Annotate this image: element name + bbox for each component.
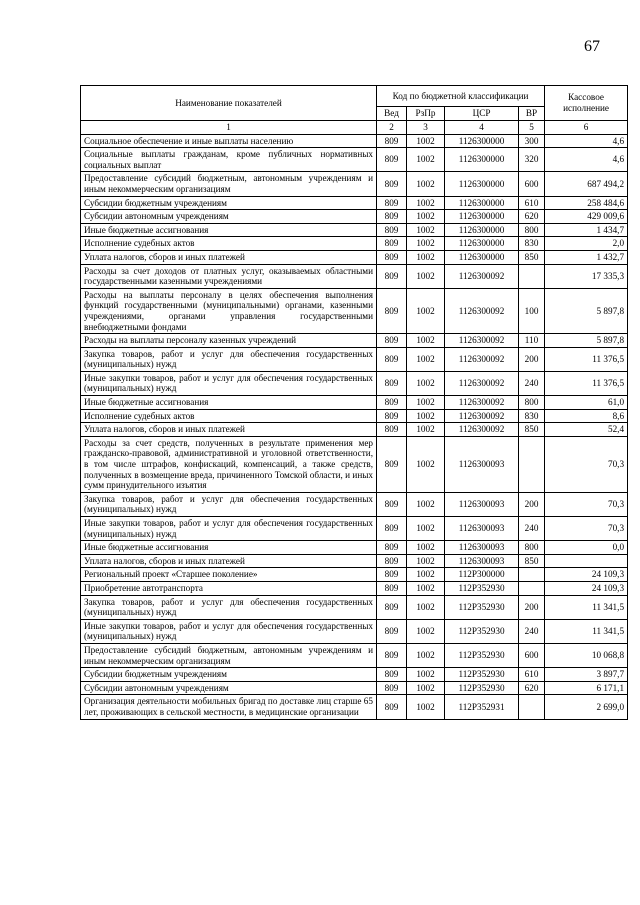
cell-vr: 800 [519,541,545,555]
cell-vr [519,695,545,719]
cell-csr: 1126300000 [445,250,519,264]
cell-vr: 850 [519,250,545,264]
cell-vr: 800 [519,396,545,410]
cell-rzpr: 1002 [407,492,445,516]
header-vr: ВР [519,107,545,121]
cell-rzpr: 1002 [407,347,445,371]
cell-csr: 112P352931 [445,695,519,719]
cell-rzpr: 1002 [407,396,445,410]
column-number: 1 [81,120,377,134]
cell-ved: 809 [377,436,407,492]
cell-vr [519,264,545,288]
cell-name: Региональный проект «Старшее поколение» [81,568,377,582]
cell-amount: 11 341,5 [545,619,628,643]
cell-csr: 112P352930 [445,619,519,643]
cell-csr: 1126300092 [445,334,519,348]
cell-csr: 112P352930 [445,643,519,667]
cell-rzpr: 1002 [407,334,445,348]
cell-ved: 809 [377,210,407,224]
cell-vr: 800 [519,223,545,237]
table-row [81,396,628,410]
cell-name: Иные закупки товаров, работ и услуг для обеспечения государственных (муниципальных) нужд [81,371,377,395]
table-row [81,334,628,348]
cell-name: Иные бюджетные ассигнования [81,223,377,237]
cell-name: Уплата налогов, сборов и иных платежей [81,423,377,437]
cell-rzpr: 1002 [407,371,445,395]
cell-vr: 200 [519,595,545,619]
cell-csr: 112P352930 [445,581,519,595]
cell-ved: 809 [377,681,407,695]
cell-ved: 809 [377,250,407,264]
cell-rzpr: 1002 [407,436,445,492]
page-number: 67 [584,38,600,55]
cell-rzpr: 1002 [407,250,445,264]
cell-ved: 809 [377,196,407,210]
cell-amount: 429 009,6 [545,210,628,224]
cell-csr: 1126300092 [445,396,519,410]
table-row [81,223,628,237]
cell-amount: 1 432,7 [545,250,628,264]
cell-vr: 830 [519,409,545,423]
cell-csr: 1126300000 [445,172,519,196]
cell-csr: 1126300000 [445,237,519,251]
cell-name: Иные бюджетные ассигнования [81,396,377,410]
cell-ved: 809 [377,517,407,541]
cell-ved: 809 [377,423,407,437]
cell-ved: 809 [377,396,407,410]
header-amount: Кассовое исполнение [545,86,628,121]
cell-vr: 200 [519,492,545,516]
cell-name: Иные бюджетные ассигнования [81,541,377,555]
table-row [81,695,628,719]
table-row [81,436,628,492]
table-row [81,237,628,251]
table-row [81,409,628,423]
cell-ved: 809 [377,581,407,595]
cell-amount: 11 376,5 [545,371,628,395]
cell-vr: 240 [519,517,545,541]
cell-name: Расходы на выплаты персоналу казенных учреждений [81,334,377,348]
cell-rzpr: 1002 [407,619,445,643]
cell-name: Закупка товаров, работ и услуг для обеспечения государственных (муниципальных) нужд [81,347,377,371]
cell-name: Расходы на выплаты персоналу в целях обеспечения выполнения функций государственными (муниципальными) органами, казенными учреждениями, органами управления государственными внебюджетными фондами [81,288,377,333]
cell-vr: 850 [519,554,545,568]
cell-rzpr: 1002 [407,134,445,148]
table-row [81,423,628,437]
cell-csr: 1126300093 [445,554,519,568]
cell-ved: 809 [377,595,407,619]
cell-csr: 1126300092 [445,264,519,288]
cell-name: Субсидии бюджетным учреждениям [81,668,377,682]
cell-ved: 809 [377,568,407,582]
table-row [81,148,628,172]
table-row [81,541,628,555]
cell-amount: 2 699,0 [545,695,628,719]
cell-rzpr: 1002 [407,554,445,568]
table-row [81,210,628,224]
cell-rzpr: 1002 [407,210,445,224]
cell-rzpr: 1002 [407,172,445,196]
cell-amount: 10 068,8 [545,643,628,667]
table-row [81,288,628,333]
cell-rzpr: 1002 [407,595,445,619]
cell-name: Закупка товаров, работ и услуг для обеспечения государственных (муниципальных) нужд [81,595,377,619]
table-row [81,196,628,210]
cell-ved: 809 [377,695,407,719]
cell-ved: 809 [377,288,407,333]
cell-amount [545,554,628,568]
cell-name: Расходы за счет доходов от платных услуг, оказываемых областными государственными казенными учреждениями [81,264,377,288]
cell-amount: 24 109,3 [545,568,628,582]
cell-rzpr: 1002 [407,423,445,437]
cell-name: Субсидии бюджетным учреждениям [81,196,377,210]
cell-ved: 809 [377,334,407,348]
cell-vr: 240 [519,371,545,395]
cell-csr: 1126300000 [445,196,519,210]
cell-rzpr: 1002 [407,681,445,695]
cell-name: Предоставление субсидий бюджетным, автономным учреждениям и иным некоммерческим организациям [81,172,377,196]
header-ved: Вед [377,107,407,121]
cell-ved: 809 [377,237,407,251]
header-rzpr: РзПр [407,107,445,121]
table-row [81,681,628,695]
cell-name: Иные закупки товаров, работ и услуг для обеспечения государственных (муниципальных) нужд [81,619,377,643]
cell-csr: 1126300092 [445,288,519,333]
table-row [81,581,628,595]
cell-amount: 1 434,7 [545,223,628,237]
cell-amount: 70,3 [545,436,628,492]
cell-amount: 8,6 [545,409,628,423]
cell-name: Уплата налогов, сборов и иных платежей [81,250,377,264]
table-row [81,668,628,682]
cell-name: Закупка товаров, работ и услуг для обеспечения государственных (муниципальных) нужд [81,492,377,516]
cell-vr: 610 [519,668,545,682]
cell-vr: 600 [519,172,545,196]
cell-csr: 112P300000 [445,568,519,582]
cell-rzpr: 1002 [407,568,445,582]
cell-name: Предоставление субсидий бюджетным, автономным учреждениям и иным некоммерческим организациям [81,643,377,667]
cell-csr: 1126300000 [445,223,519,237]
cell-rzpr: 1002 [407,541,445,555]
cell-csr: 1126300092 [445,423,519,437]
cell-ved: 809 [377,134,407,148]
table-row [81,568,628,582]
cell-name: Организация деятельности мобильных бригад по доставке лиц старше 65 лет, проживающих в сельской местности, в медицинские организации [81,695,377,719]
cell-vr: 610 [519,196,545,210]
cell-name: Социальные выплаты гражданам, кроме публичных нормативных социальных выплат [81,148,377,172]
cell-csr: 1126300092 [445,409,519,423]
cell-ved: 809 [377,371,407,395]
cell-rzpr: 1002 [407,288,445,333]
table-row [81,264,628,288]
table-row [81,347,628,371]
cell-name: Расходы за счет средств, полученных в результате применения мер гражданско-правовой, административной и уголовной ответственности, в том числе штрафов, конфискаций, компенсаций, а также средств, полученных в возмещение вреда, причиненного Томской области, и иных сумм принудительного изъятия [81,436,377,492]
cell-ved: 809 [377,668,407,682]
cell-amount: 0,0 [545,541,628,555]
cell-csr: 1126300093 [445,541,519,555]
cell-vr: 600 [519,643,545,667]
cell-csr: 1126300093 [445,492,519,516]
cell-ved: 809 [377,264,407,288]
cell-amount: 24 109,3 [545,581,628,595]
cell-amount: 258 484,6 [545,196,628,210]
cell-ved: 809 [377,541,407,555]
header-name: Наименование показателей [81,86,377,121]
cell-amount: 5 897,8 [545,334,628,348]
cell-csr: 112P352930 [445,595,519,619]
cell-csr: 112P352930 [445,668,519,682]
cell-csr: 1126300093 [445,436,519,492]
cell-vr: 830 [519,237,545,251]
cell-rzpr: 1002 [407,237,445,251]
header-code-group: Код по бюджетной классификации [377,86,545,107]
cell-csr: 1126300000 [445,210,519,224]
cell-rzpr: 1002 [407,148,445,172]
table-row [81,643,628,667]
cell-csr: 1126300000 [445,134,519,148]
cell-name: Социальное обеспечение и иные выплаты населению [81,134,377,148]
cell-csr: 1126300092 [445,371,519,395]
cell-name: Исполнение судебных актов [81,237,377,251]
cell-vr: 110 [519,334,545,348]
cell-rzpr: 1002 [407,643,445,667]
cell-amount: 4,6 [545,148,628,172]
cell-vr: 200 [519,347,545,371]
table-row [81,619,628,643]
cell-ved: 809 [377,172,407,196]
cell-name: Субсидии автономным учреждениям [81,210,377,224]
cell-rzpr: 1002 [407,409,445,423]
cell-amount: 687 494,2 [545,172,628,196]
cell-name: Субсидии автономным учреждениям [81,681,377,695]
cell-rzpr: 1002 [407,223,445,237]
cell-rzpr: 1002 [407,517,445,541]
cell-rzpr: 1002 [407,695,445,719]
cell-vr: 850 [519,423,545,437]
cell-ved: 809 [377,409,407,423]
table-row [81,595,628,619]
cell-name: Исполнение судебных актов [81,409,377,423]
cell-amount: 3 897,7 [545,668,628,682]
table-row [81,517,628,541]
cell-vr: 620 [519,681,545,695]
cell-rzpr: 1002 [407,264,445,288]
cell-amount: 52,4 [545,423,628,437]
cell-amount: 70,3 [545,517,628,541]
cell-ved: 809 [377,492,407,516]
cell-csr: 1126300093 [445,517,519,541]
cell-amount: 11 341,5 [545,595,628,619]
header-csr: ЦСР [445,107,519,121]
column-number: 3 [407,120,445,134]
cell-ved: 809 [377,223,407,237]
cell-amount: 11 376,5 [545,347,628,371]
table-body [81,134,628,719]
cell-amount: 70,3 [545,492,628,516]
cell-vr: 240 [519,619,545,643]
cell-vr: 320 [519,148,545,172]
table-row [81,250,628,264]
cell-ved: 809 [377,148,407,172]
column-number: 5 [519,120,545,134]
cell-ved: 809 [377,643,407,667]
cell-vr [519,568,545,582]
column-number: 6 [545,120,628,134]
table-row [81,492,628,516]
cell-name: Приобретение автотранспорта [81,581,377,595]
cell-amount: 4,6 [545,134,628,148]
cell-amount: 61,0 [545,396,628,410]
cell-vr [519,436,545,492]
cell-csr: 1126300000 [445,148,519,172]
cell-ved: 809 [377,619,407,643]
budget-execution-table [80,85,628,720]
cell-amount: 2,0 [545,237,628,251]
column-number: 2 [377,120,407,134]
cell-ved: 809 [377,347,407,371]
cell-vr: 300 [519,134,545,148]
cell-vr [519,581,545,595]
cell-csr: 1126300092 [445,347,519,371]
cell-amount: 17 335,3 [545,264,628,288]
table-row [81,371,628,395]
table-row [81,554,628,568]
cell-ved: 809 [377,554,407,568]
column-number: 4 [445,120,519,134]
table-row [81,172,628,196]
column-number-row [81,120,628,134]
cell-rzpr: 1002 [407,581,445,595]
cell-vr: 620 [519,210,545,224]
cell-rzpr: 1002 [407,668,445,682]
table-row [81,134,628,148]
cell-name: Иные закупки товаров, работ и услуг для обеспечения государственных (муниципальных) нужд [81,517,377,541]
cell-name: Уплата налогов, сборов и иных платежей [81,554,377,568]
cell-csr: 112P352930 [445,681,519,695]
cell-vr: 100 [519,288,545,333]
cell-amount: 5 897,8 [545,288,628,333]
cell-amount: 6 171,1 [545,681,628,695]
cell-rzpr: 1002 [407,196,445,210]
